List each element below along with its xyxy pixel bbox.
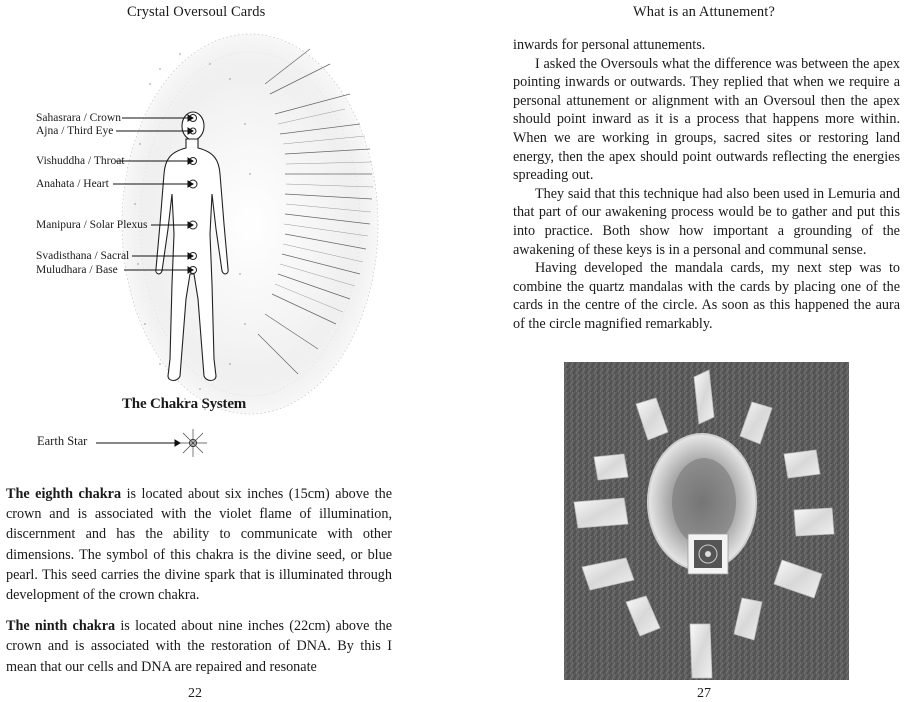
- left-body-text: [6, 484, 392, 688]
- paragraph-eighth-chakra: [6, 484, 392, 605]
- paragraph-lead: The eighth chakra: [6, 486, 122, 502]
- chakra-label-crown: Sahasrara / Crown: [36, 112, 121, 124]
- crystal-mandala-drawing: [564, 362, 849, 680]
- chakra-label-throat: Vishuddha / Throat: [36, 155, 125, 167]
- chakra-label-earth-star: Earth Star: [37, 434, 88, 448]
- chakra-label-third-eye: Ajna / Third Eye: [36, 125, 114, 137]
- chakra-label-solar-plexus: Manipura / Solar Plexus: [36, 219, 148, 231]
- left-running-head: Crystal Oversoul Cards: [127, 4, 266, 20]
- right-running-head: What is an Attunement?: [633, 4, 775, 20]
- paragraph-body: is located about six inches (15cm) above the crown and is associated with the violet flame of illumination, discernment and has the ability to communicate with other dimensions. The symbol of this chakra is the divine seed, or blue pearl. This seed carries the divine spark that is illuminated through development of the crown chakra.: [6, 486, 392, 604]
- paragraph: I asked the Oversouls what the difference was between the apex pointing inwards or outwards. They replied that when we require a personal attunement or alignment with an Oversoul then the apex should point inward as it is a process that happens more within. When we are working in groups, sacred sites or restoring land energy, then the apex should point outwards reflecting the energies spreading out.: [513, 55, 900, 184]
- paragraph: Having developed the mandala cards, my next step was to combine the quartz mandalas with the cards by placing one of the cards in the centre of the circle. As soon as this happened the aura of the circle magnified remarkably.: [513, 260, 900, 332]
- paragraph: They said that this technique had also been used in Lemuria and that part of our awakening process would be to gather and put this into practice. Both show how important a grounding of the awakening of these keys is in a personal and communal sense.: [513, 185, 900, 258]
- right-page: [453, 0, 906, 702]
- paragraph: inwards for personal attunements.: [513, 37, 706, 53]
- left-page-number: 22: [188, 686, 202, 701]
- paragraph-lead: The ninth chakra: [6, 618, 116, 635]
- figure-caption: The Chakra System: [122, 396, 247, 412]
- right-body-text: [513, 36, 900, 334]
- crystal-mandala-photo: [564, 362, 849, 680]
- paragraph-ninth-chakra: [6, 616, 392, 677]
- chakra-label-base: Muludhara / Base: [36, 264, 118, 276]
- chakra-label-sacral: Svadisthana / Sacral: [36, 250, 130, 262]
- paragraph-body: is located about nine inches (22cm) above the crown and is associated with the restoration of DNA. By this I mean that our cells and DNA are repaired and resonate: [6, 618, 392, 675]
- chakra-label-heart: Anahata / Heart: [36, 178, 109, 190]
- right-page-number: 27: [697, 686, 711, 701]
